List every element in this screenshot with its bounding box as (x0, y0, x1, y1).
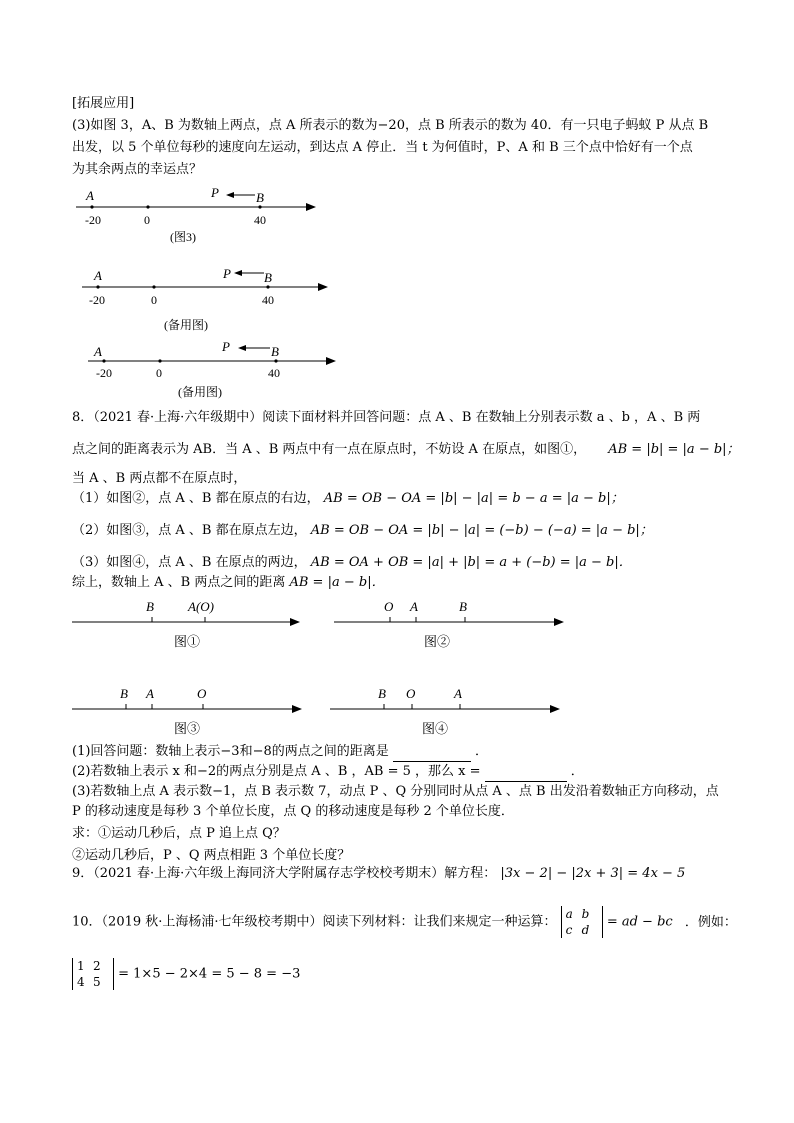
q8-case-2-text: （2）如图③，点 A 、B 都在原点左边， (72, 523, 307, 538)
det-b: b (581, 907, 590, 921)
q8-summary (72, 573, 385, 593)
q9-text: 9．（2021 春·上海·六年级上海同济大学附属存志学校校考期末）解方程： (72, 866, 497, 881)
q8-question-1 (72, 742, 488, 762)
tick-label-neg20: -20 (96, 366, 112, 380)
q8-case-3-formula: AB = OA + OB = |a| + |b| = a + (−b) = |a − b|． (310, 555, 632, 570)
answer-blank-1[interactable] (393, 747, 471, 762)
figure-caption: 图③ (174, 721, 201, 736)
point-b-label: B (256, 190, 264, 205)
point-a-origin-label: A(O) (188, 599, 214, 614)
point-p-label: P (223, 266, 231, 281)
number-line-spare-1 (76, 263, 346, 335)
figure-caption: (备用图) (164, 318, 208, 332)
example-cell: 1 (77, 959, 85, 973)
q8-question-3-line-4: ②运动几秒后，P 、Q 两点相距 3 个单位长度？ (72, 848, 351, 863)
point-p-label: P (211, 185, 219, 200)
point-a-label: A (410, 599, 418, 614)
q10-example (72, 958, 300, 990)
tick-label-0: 0 (144, 213, 150, 227)
q8-case-1-text: （1）如图②，点 A 、B 都在原点的右边， (72, 491, 320, 506)
det-a: a (565, 907, 573, 921)
point-b-label: B (146, 599, 154, 614)
number-line-figure-4 (328, 683, 568, 741)
point-a-label: A (86, 188, 94, 203)
point-b-label: B (271, 344, 279, 359)
tick-label-neg20: -20 (89, 293, 105, 307)
q8-question-2-text: (2)若数轴上表示 x 和−2的两点分别是点 A 、B ，AB = 5 ，那么 x = (72, 764, 481, 779)
figure-caption: 图④ (422, 721, 449, 736)
example-cell: 5 (93, 975, 101, 989)
q9-line (72, 864, 685, 884)
q9-equation: |3x − 2| − |2x + 3| = 4x − 5 (500, 866, 686, 881)
q8-case-3 (72, 553, 632, 573)
q8-question-3-line-1: (3)若数轴上点 A 表示数−1，点 B 表示数 7，动点 P 、Q 分别同时从点 A 、点 B 出发沿着数轴正方向移动，点 (72, 784, 719, 799)
q8-question-2-end: ． (570, 764, 584, 779)
point-b-label: B (264, 270, 272, 285)
q8-line-2 (72, 440, 740, 460)
q8-question-2 (72, 762, 584, 782)
number-line-figure-2 (332, 596, 572, 654)
tick-label-40: 40 (268, 366, 280, 380)
point-o-label: O (406, 686, 416, 701)
q8-case-3-text: （3）如图④，点 A 、B 在原点的两边， (72, 555, 307, 570)
number-line-figure-1 (70, 596, 310, 654)
point-o-label: O (197, 686, 207, 701)
q8-line-2-text: 点之间的距离表示为 AB．当 A 、B 两点中有一点在原点时，不妨设 A 在原点，如图①， (72, 442, 587, 457)
answer-blank-2[interactable] (485, 767, 567, 782)
q8-summary-text: 综上，数轴上 A 、B 两点之间的距离 (72, 575, 290, 590)
example-result: = 1×5 − 2×4 = 5 − 8 = −3 (118, 966, 301, 982)
det-d: d (581, 923, 590, 937)
point-b-label: B (459, 599, 467, 614)
q8-question-1-text: (1)回答问题：数轴上表示−3和−8的两点之间的距离是 (72, 744, 389, 759)
point-a-label: A (94, 268, 102, 283)
determinant-definition (561, 906, 603, 938)
figure-caption: (图3) (170, 230, 196, 244)
example-cell: 2 (93, 959, 101, 973)
point-a-label: A (146, 686, 154, 701)
figure-caption: 图① (174, 634, 201, 649)
point-a-label: A (94, 344, 102, 359)
example-cell: 4 (77, 975, 85, 989)
q8-formula-fig1: AB = |b| = |a − b|； (608, 442, 740, 457)
tick-label-0: 0 (156, 366, 162, 380)
q8-case-1 (72, 489, 624, 509)
q8-question-1-end: ． (475, 744, 489, 759)
q10-text: 10．（2019 秋·上海杨浦·七年级校考期中）阅读下列材料：让我们来规定一种运算： (72, 914, 557, 930)
tick-label-0: 0 (151, 293, 157, 307)
tick-label-40: 40 (254, 213, 266, 227)
tick-label-neg20: -20 (85, 213, 101, 227)
q8-question-3-line-3: 求：①运动几秒后，点 P 追上点 Q？ (72, 826, 286, 841)
q8-line-3: 当 A 、B 两点都不在原点时， (72, 471, 247, 486)
q3-para-line-1: (3)如图 3，A、B 为数轴上两点，点 A 所表示的数为−20，点 B 所表示的数为 40．有一只电子蚂蚁 P 从点 B (72, 118, 709, 133)
point-o-label: O (384, 599, 394, 614)
det-c: c (565, 923, 573, 937)
q8-summary-formula: AB = |a − b|． (289, 575, 385, 590)
point-b-label: B (120, 686, 128, 701)
point-b-label: B (378, 686, 386, 701)
q3-para-line-2: 出发，以 5 个单位每秒的速度向左运动，到达点 A 停止．当 t 为何值时，P、A 和 B 三个点中恰好有一个点 (72, 140, 693, 155)
point-a-label: A (454, 686, 462, 701)
q8-case-2 (72, 521, 653, 541)
q8-line-1: 8．（2021 春·上海·六年级期中）阅读下面材料并回答问题：点 A 、B 在数轴上分别表示数 a 、b ，A 、B 两 (72, 410, 701, 425)
figure-caption: 图② (424, 634, 451, 649)
det-formula: = ad − bc (606, 914, 673, 930)
q8-question-3-line-2: P 的移动速度是每秒 3 个单位长度，点 Q 的移动速度是每秒 2 个单位长度． (72, 804, 514, 819)
example-determinant (72, 958, 114, 990)
q10-line (72, 906, 737, 938)
q8-case-2-formula: AB = OB − OA = |b| − |a| = (−b) − (−a) = |a − b|； (310, 523, 653, 538)
q8-case-1-formula: AB = OB − OA = |b| − |a| = b − a = |a − b|； (323, 491, 624, 506)
q10-tail: ．例如： (684, 914, 737, 930)
number-line-figure-3 (70, 183, 330, 245)
number-line-spare-2 (84, 337, 354, 403)
figure-caption: (备用图) (178, 385, 222, 399)
section-heading: [拓展应用] (72, 96, 135, 111)
point-p-label: P (222, 339, 230, 354)
tick-label-40: 40 (262, 293, 274, 307)
number-line-figure-3b (70, 683, 310, 741)
q3-para-line-3: 为其余两点的幸运点？ (72, 162, 203, 177)
